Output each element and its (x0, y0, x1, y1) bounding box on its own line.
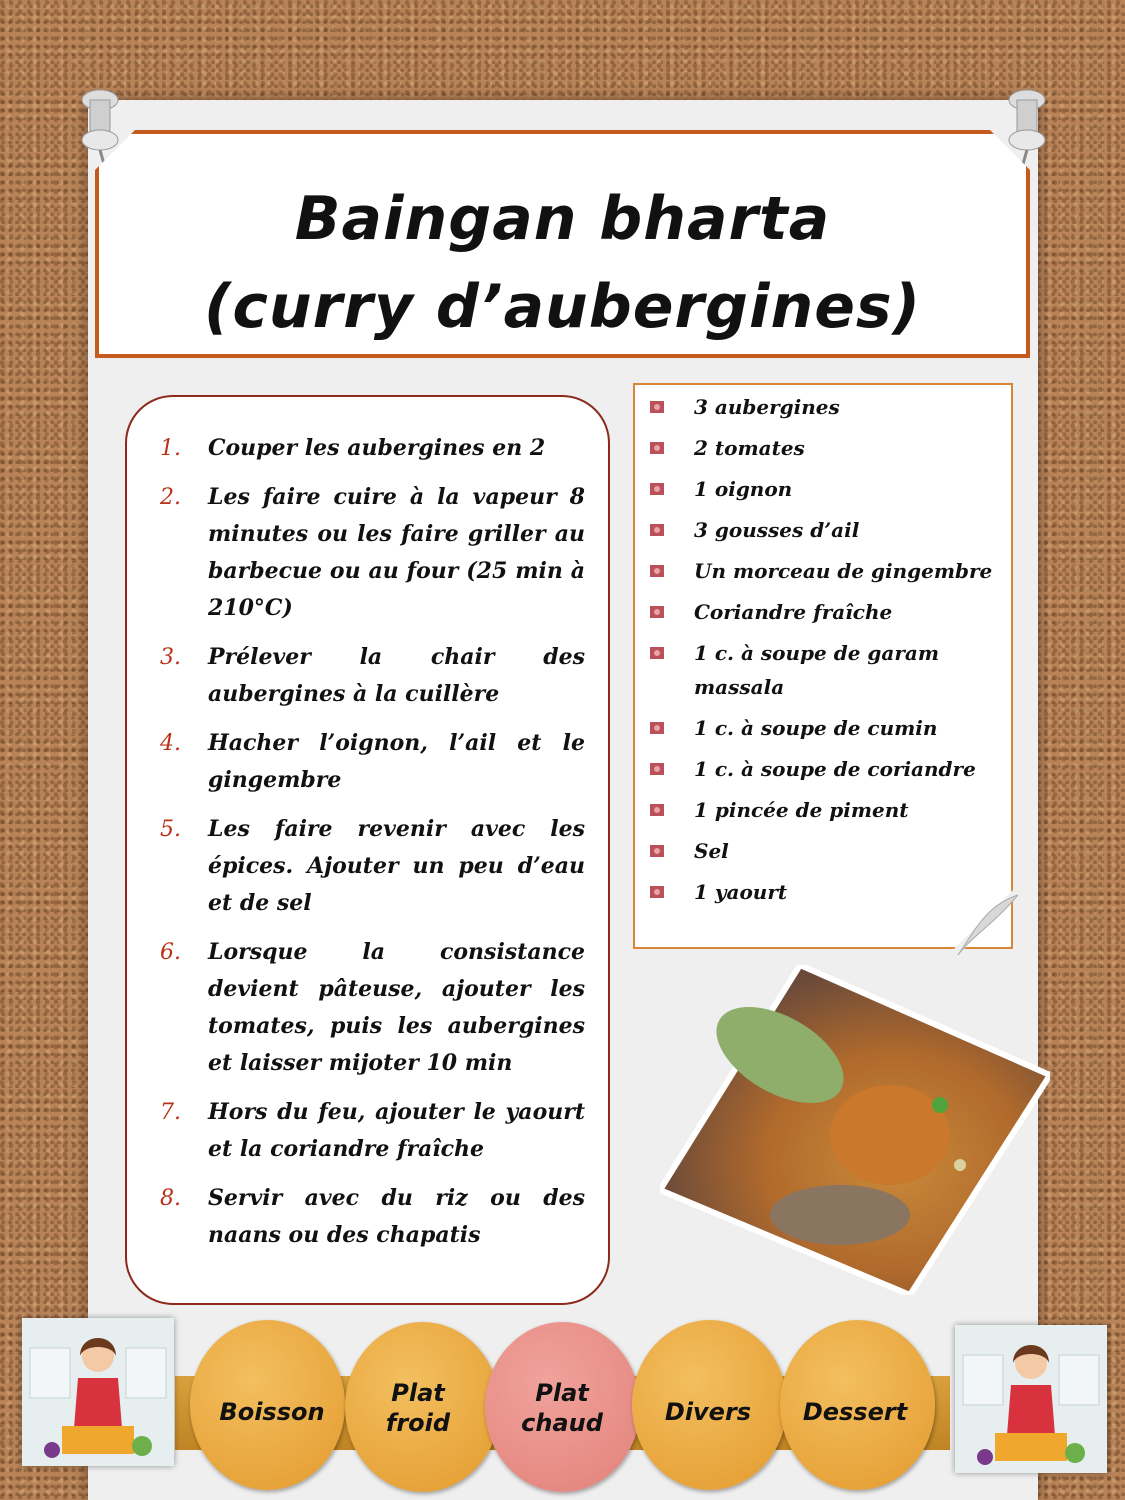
ingredient-text: 1 yaourt (694, 880, 788, 904)
flower-bullet-icon (650, 845, 664, 857)
step-item (160, 811, 585, 922)
step-text: Prélever la chair des aubergines à la cuillère (208, 644, 585, 707)
flower-bullet-icon (650, 401, 664, 413)
list-item (650, 472, 995, 506)
step-number: 3. (160, 645, 181, 670)
step-text: Servir avec du riz ou des naans ou des chapatis (208, 1185, 585, 1248)
nav-plat-froid-line-1: Plat (391, 1379, 445, 1407)
step-text: Lorsque la consistance devient pâteuse, ajouter les tomates, puis les aubergines et laisser mijoter 10 min (208, 939, 585, 1076)
list-item (650, 875, 995, 909)
list-item (650, 595, 995, 629)
ingredient-text: 1 c. à soupe de cumin (694, 716, 938, 740)
step-item (160, 725, 585, 799)
ingredient-text: 1 c. à soupe de coriandre (694, 757, 976, 781)
ingredient-text: 1 c. à soupe de garam massala (694, 641, 939, 699)
flower-bullet-icon (650, 565, 664, 577)
flower-bullet-icon (650, 647, 664, 659)
ingredient-text: Coriandre fraîche (694, 600, 893, 624)
nav-divers[interactable]: Divers (664, 1398, 752, 1426)
step-number: 4. (160, 731, 181, 756)
step-text: Les faire revenir avec les épices. Ajouter un peu d’eau et de sel (208, 816, 585, 916)
step-text: Les faire cuire à la vapeur 8 minutes ou les faire griller au barbecue ou au four (25 min à 210°C) (208, 484, 585, 621)
flower-bullet-icon (650, 483, 664, 495)
list-item (650, 390, 995, 424)
list-item (650, 554, 995, 588)
list-item (650, 834, 995, 868)
step-text: Hacher l’oignon, l’ail et le gingembre (208, 730, 585, 793)
ingredient-text: Un morceau de gingembre (694, 559, 993, 583)
nav-plat-froid-line-2: froid (385, 1409, 451, 1437)
ingredient-text: 1 oignon (694, 477, 793, 501)
step-item (160, 639, 585, 713)
list-item (650, 793, 995, 827)
list-item (650, 431, 995, 465)
flower-bullet-icon (650, 804, 664, 816)
flower-bullet-icon (650, 886, 664, 898)
cooking-woman-illustration (22, 1318, 174, 1466)
list-item (650, 711, 995, 745)
ingredient-text: 1 pincée de piment (694, 798, 909, 822)
step-number: 6. (160, 940, 181, 965)
flower-bullet-icon (650, 442, 664, 454)
step-text: Hors du feu, ajouter le yaourt et la coriandre fraîche (208, 1099, 585, 1162)
step-item (160, 479, 585, 627)
dish-photo (660, 965, 1050, 1295)
nav-plat-chaud[interactable] (487, 1378, 637, 1438)
step-text: Couper les aubergines en 2 (208, 435, 546, 461)
title-line-1: Baingan bharta (294, 184, 831, 254)
nav-dessert[interactable]: Dessert (802, 1398, 908, 1426)
flower-bullet-icon (650, 524, 664, 536)
step-number: 1. (160, 436, 181, 461)
steps-list (160, 430, 585, 1266)
title-line-2: (curry d’aubergines) (203, 272, 922, 342)
step-number: 8. (160, 1186, 181, 1211)
step-item (160, 430, 585, 467)
ingredient-text: 3 aubergines (694, 395, 840, 419)
flower-bullet-icon (650, 722, 664, 734)
flower-bullet-icon (650, 763, 664, 775)
nav-boisson[interactable]: Boisson (219, 1398, 325, 1426)
list-item (650, 513, 995, 547)
cooking-woman-illustration (955, 1325, 1107, 1473)
list-item (650, 636, 995, 704)
step-item (160, 934, 585, 1082)
step-number: 2. (160, 485, 181, 510)
ingredient-text: Sel (694, 839, 729, 863)
ingredient-text: 2 tomates (694, 436, 805, 460)
ingredient-text: 3 gousses d’ail (694, 518, 860, 542)
flower-bullet-icon (650, 606, 664, 618)
step-number: 7. (160, 1100, 181, 1125)
page-title (95, 175, 1030, 351)
step-item (160, 1094, 585, 1168)
step-number: 5. (160, 817, 181, 842)
list-item (650, 752, 995, 786)
nav-plat-chaud-line-2: chaud (521, 1409, 603, 1437)
ingredients-list (650, 390, 995, 916)
nav-plat-chaud-line-1: Plat (535, 1379, 589, 1407)
nav-plat-froid[interactable] (343, 1378, 493, 1438)
step-item (160, 1180, 585, 1254)
